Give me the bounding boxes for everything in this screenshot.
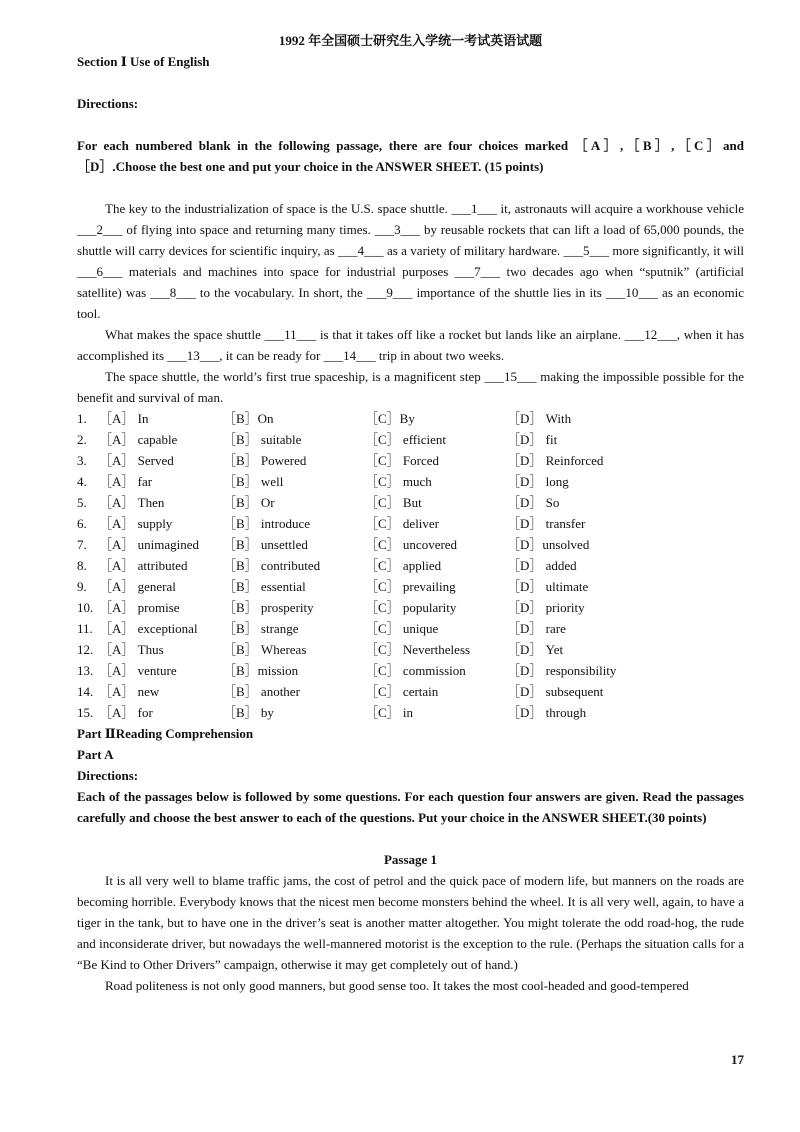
option-d: ［D］ rare — [507, 621, 566, 636]
section-1-directions-label: Directions: — [77, 96, 139, 111]
option-d: ［D］ With — [507, 411, 572, 426]
option-d: ［D］ priority — [507, 600, 585, 615]
passage-paragraph-2: Road politeness is not only good manners, but good sense too. It takes the most cool-headed and good-tempered — [105, 978, 689, 993]
cloze-paragraph-2: What makes the space shuttle ___11___ is that it takes off like a rocket but lands like an airplane. ___12___, when it has accomplished its ___13___, it can be ready for ___14___ trip in about two weeks. — [77, 327, 744, 363]
option-c: ［C］By — [365, 411, 415, 426]
option-a: ［A］ general — [99, 579, 176, 594]
option-a: ［A］ promise — [99, 600, 180, 615]
exam-title: 1992 年全国硕士研究生入学统一考试英语试题 — [278, 33, 543, 48]
section-1-heading: Section Ⅰ Use of English — [77, 54, 210, 69]
question-number: 2. — [77, 432, 87, 447]
option-c: ［C］ deliver — [365, 516, 440, 531]
options-list — [77, 408, 744, 723]
option-c: ［C］ efficient — [365, 432, 446, 447]
question-number: 8. — [77, 558, 87, 573]
option-a: ［A］ for — [99, 705, 153, 720]
option-a: ［A］ venture — [99, 663, 177, 678]
option-c: ［C］ applied — [365, 558, 442, 573]
option-b: ［B］ another — [223, 684, 300, 699]
option-a: ［A］ unimagined — [99, 537, 200, 552]
option-a: ［A］ attributed — [99, 558, 188, 573]
option-b: ［B］mission — [223, 663, 299, 678]
option-a: ［A］ In — [99, 411, 149, 426]
question-number: 3. — [77, 453, 87, 468]
option-b: ［B］ Powered — [223, 453, 307, 468]
option-b: ［B］ by — [223, 705, 274, 720]
option-b: ［B］ strange — [223, 621, 299, 636]
section-2-directions-label: Directions: — [77, 768, 139, 783]
option-row — [77, 534, 744, 555]
part-a-heading: Part A — [77, 747, 114, 762]
section-2-heading: Part ⅡReading Comprehension — [77, 726, 254, 741]
option-a: ［A］ far — [99, 474, 153, 489]
document-page — [77, 30, 744, 996]
passage-paragraph-1: It is all very well to blame traffic jams, the cost of petrol and the quick pace of modern life, but manners on the roads are becoming horrible. Everybody knows that the nicest men become monsters behind the wheel. It is all very well, again, to have a tiger in the tank, but to have one in the driver’s seat is another matter altogether. You might tolerate the odd road-hog, the rude and inconsiderate driver, but nowadays the well-mannered motorist is the exception to the rule. (Perhaps the situation calls for a “Be Kind to Other Drivers” campaign, otherwise it may get completely out of hand.) — [77, 873, 744, 972]
question-number: 14. — [77, 684, 94, 699]
option-row — [77, 660, 744, 681]
option-c: ［C］ Nevertheless — [365, 642, 471, 657]
cloze-paragraph-1: The key to the industrialization of space is the U.S. space shuttle. ___1___ it, astronauts will acquire a workhouse vehicle ___2___ of flying into space and returning many times. ___3___ by reusable rockets that can lift a load of 65,000 pounds, the shuttle will carry devices for scientific inquiry, as ___4___ as a variety of military hardware. ___5___ more significantly, it will ___6___ materials and machines into space for industrial purposes ___7___ two decades ago when “sputnik” (artificial satellite) was ___8___ to the vocabulary. In short, the ___9___ importance of the shuttle lies in its ___10___ as an economic tool. — [77, 201, 744, 321]
option-row — [77, 492, 744, 513]
option-row — [77, 513, 744, 534]
option-c: ［C］ commission — [365, 663, 466, 678]
option-b: ［B］On — [223, 411, 274, 426]
question-number: 12. — [77, 642, 94, 657]
option-c: ［C］ much — [365, 474, 432, 489]
option-d: ［D］ responsibility — [507, 663, 617, 678]
question-number: 4. — [77, 474, 87, 489]
option-b: ［B］ introduce — [223, 516, 311, 531]
option-d: ［D］ fit — [507, 432, 558, 447]
option-b: ［B］ well — [223, 474, 284, 489]
option-c: ［C］ Forced — [365, 453, 440, 468]
option-row — [77, 618, 744, 639]
option-d: ［D］ Reinforced — [507, 453, 604, 468]
question-number: 7. — [77, 537, 87, 552]
question-number: 9. — [77, 579, 87, 594]
option-b: ［B］ suitable — [223, 432, 302, 447]
option-row — [77, 597, 744, 618]
option-c: ［C］ certain — [365, 684, 439, 699]
question-number: 11. — [77, 621, 93, 636]
option-c: ［C］ prevailing — [365, 579, 456, 594]
option-row — [77, 702, 744, 723]
option-a: ［A］ new — [99, 684, 160, 699]
option-a: ［A］ Then — [99, 495, 165, 510]
option-c: ［C］ popularity — [365, 600, 457, 615]
question-number: 10. — [77, 600, 94, 615]
option-a: ［A］ capable — [99, 432, 178, 447]
option-a: ［A］ exceptional — [99, 621, 198, 636]
option-c: ［C］ But — [365, 495, 422, 510]
question-number: 5. — [77, 495, 87, 510]
option-row — [77, 450, 744, 471]
option-d: ［D］ long — [507, 474, 569, 489]
question-number: 1. — [77, 411, 87, 426]
option-b: ［B］ unsettled — [223, 537, 308, 552]
question-number: 15. — [77, 705, 94, 720]
option-row — [77, 471, 744, 492]
option-row — [77, 408, 744, 429]
option-d: ［D］ transfer — [507, 516, 586, 531]
option-a: ［A］ Served — [99, 453, 174, 468]
option-c: ［C］ in — [365, 705, 414, 720]
option-d: ［D］ subsequent — [507, 684, 604, 699]
option-d: ［D］unsolved — [507, 537, 590, 552]
option-b: ［B］ prosperity — [223, 600, 314, 615]
option-b: ［B］ essential — [223, 579, 306, 594]
option-c: ［C］ unique — [365, 621, 439, 636]
option-row — [77, 429, 744, 450]
question-number: 13. — [77, 663, 94, 678]
option-d: ［D］ added — [507, 558, 577, 573]
question-number: 6. — [77, 516, 87, 531]
option-c: ［C］ uncovered — [365, 537, 458, 552]
option-row — [77, 555, 744, 576]
section-2-instructions: Each of the passages below is followed by some questions. For each question four answers are given. Read the passages carefully and choose the best answer to each of the questions. Put your choice in the ANSWER SHEET.(30 points) — [77, 789, 744, 825]
option-b: ［B］ contributed — [223, 558, 321, 573]
option-b: ［B］ Whereas — [223, 642, 307, 657]
option-d: ［D］ So — [507, 495, 560, 510]
option-row — [77, 639, 744, 660]
passage-title: Passage 1 — [383, 852, 438, 867]
option-row — [77, 576, 744, 597]
cloze-paragraph-3: The space shuttle, the world’s first true spaceship, is a magnificent step ___15___ making the impossible possible for the benefit and survival of man. — [77, 369, 744, 405]
page-number: 17 — [731, 1052, 744, 1067]
option-d: ［D］ through — [507, 705, 587, 720]
option-row — [77, 681, 744, 702]
option-a: ［A］ Thus — [99, 642, 164, 657]
option-a: ［A］ supply — [99, 516, 173, 531]
option-d: ［D］ Yet — [507, 642, 564, 657]
option-d: ［D］ ultimate — [507, 579, 589, 594]
option-b: ［B］ Or — [223, 495, 275, 510]
section-1-instructions: For each numbered blank in the following passage, there are four choices marked ［A］,［B］,［C］and ［D］.Choose the best one and put your choice in the ANSWER SHEET. (15 points) — [77, 138, 744, 174]
